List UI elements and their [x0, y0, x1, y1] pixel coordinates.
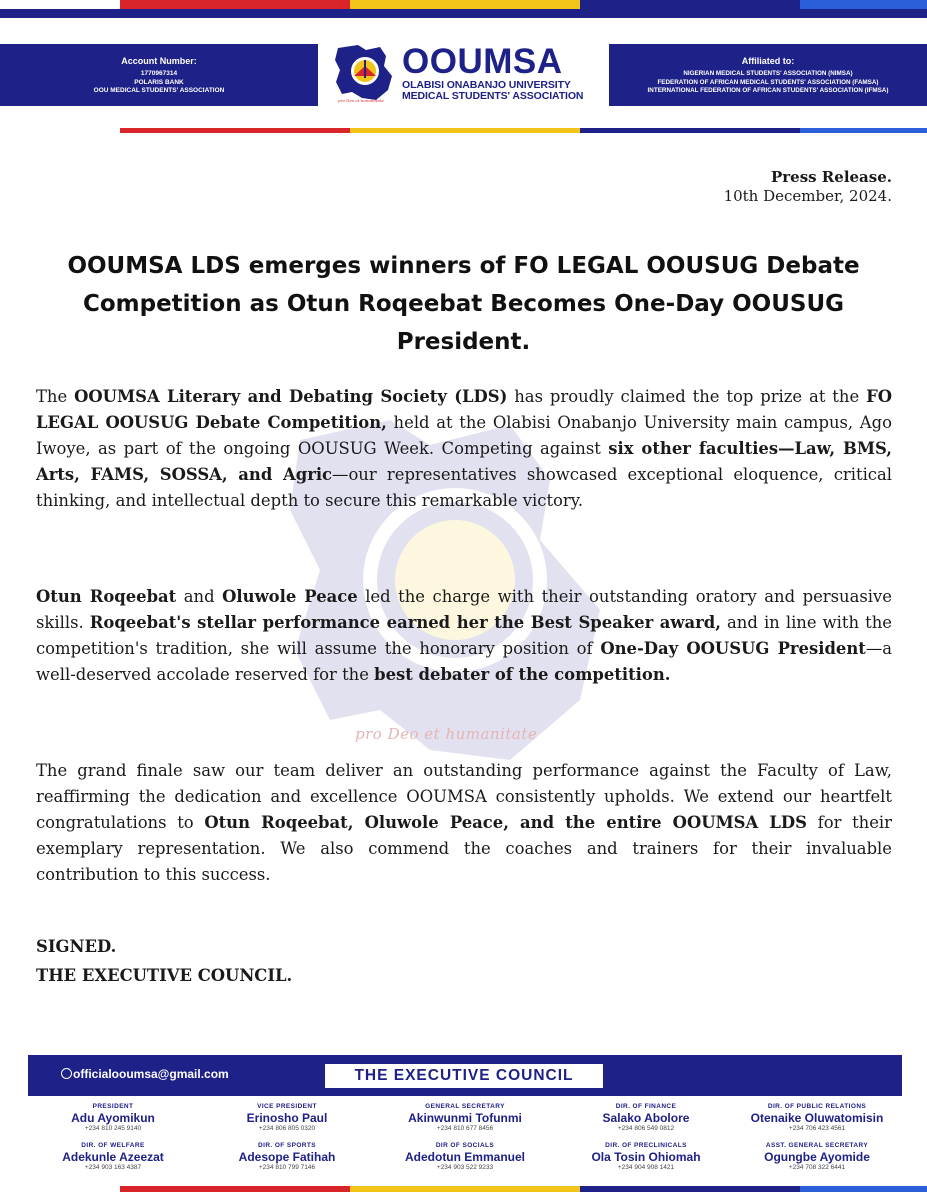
paragraph-2: Otun Roqeebat and Oluwole Peace led the charge with their outstanding oratory and persuasive skills. Roqeebat's stellar performance earned her the Best Speaker award, and in line with the competition's tradition, she will assume the honorary position of One-Day OOUSUG President—a well-deserved accolade reserved for the best debater of the competition.: [36, 587, 892, 684]
account-number: 1770967314: [140, 70, 178, 77]
signatory: THE EXECUTIVE COUNCIL.: [36, 966, 293, 985]
headline: OOUMSA LDS emerges winners of FO LEGAL OOUSUG Debate Competition as Otun Roqeebat Becomes One-Day OOUSUG President.: [67, 253, 860, 355]
paragraph-3: The grand finale saw our team deliver an outstanding performance against the Faculty of Law, reaffirming the dedication and excellence OOUMSA consistently upholds. We extend our heartfelt congratulations to Otun Roqeebat, Oluwole Peace, and the entire OOUMSA LDS for their exemplary representation. We also commend the coaches and trainers for their invaluable contribution to this success.: [36, 761, 892, 884]
executive-member: DIR. OF SPORTS Adesope Fatihah +234 810 799 7146: [238, 1142, 336, 1171]
bank-name: POLARIS BANK: [134, 78, 184, 86]
account-info-panel: [0, 44, 318, 106]
account-name: OOU MEDICAL STUDENTS' ASSOCIATION: [93, 87, 225, 94]
email-icon: [61, 1068, 72, 1079]
executive-member: VICE PRESIDENT Erinosho Paul +234 806 805 0320: [246, 1103, 328, 1132]
watermark-motto: pro Deo et humanitate: [355, 725, 538, 743]
affiliation-nimsa: NIGERIAN MEDICAL STUDENTS' ASSOCIATION (NIMSA): [683, 70, 853, 77]
brand-name: OOUMSA: [402, 42, 563, 81]
account-number-label: Account Number:: [121, 56, 197, 66]
affiliation-ifmsa: INTERNATIONAL FEDERATION OF AFRICAN STUDENTS' ASSOCIATION (IFMSA): [647, 87, 889, 94]
executive-member: PRESIDENT Adu Ayomikun +234 810 245 9140: [71, 1103, 155, 1132]
letterhead: [0, 40, 927, 110]
header-bottom-stripe: [0, 128, 927, 133]
executive-member: DIR. OF PRECLINICALS Ola Tosin Ohiomah +234 904 908 1421: [591, 1142, 701, 1171]
brand-association: MEDICAL STUDENTS' ASSOCIATION: [402, 90, 584, 102]
affiliated-label: Affiliated to:: [741, 56, 795, 66]
executive-member: DIR. OF WELFARE Adekunle Azeezat +234 903 163 4387: [62, 1142, 164, 1171]
brand-university: OLABISI ONABANJO UNIVERSITY: [402, 79, 571, 91]
press-release-meta: [724, 168, 892, 206]
executive-council-title: THE EXECUTIVE COUNCIL: [325, 1064, 603, 1088]
top-color-stripe: [0, 0, 927, 9]
release-date: 10th December, 2024.: [723, 187, 892, 205]
top-color-stripe-2: [0, 9, 927, 18]
affiliations-panel: [609, 44, 927, 106]
brand-block: [402, 44, 583, 102]
executive-member: DIR OF SOCIALS Adedotun Emmanuel +234 903 522 9233: [404, 1142, 525, 1171]
executive-member: DIR. OF FINANCE Salako Abolore +234 806 549 0812: [602, 1103, 690, 1132]
paragraph-1: The OOUMSA Literary and Debating Society (LDS) has proudly claimed the top prize at the FO LEGAL OOUSUG Debate Competition, held at the Olabisi Onabanjo University main campus, Ago Iwoye, as part of the ongoing OOUSUG Week. Competing against six other faculties—Law, BMS, Arts, FAMS, SOSSA, and Agric—our representatives showcased exceptional eloquence, critical thinking, and intellectual depth to secure this remarkable victory.: [36, 387, 893, 510]
footer-bar: [28, 1055, 902, 1096]
affiliation-famsa: FEDERATION OF AFRICAN MEDICAL STUDENTS' ASSOCIATION (FAMSA): [657, 78, 879, 86]
press-release-label: Press Release.: [770, 168, 892, 186]
executive-member: DIR. OF PUBLIC RELATIONS Otenaike Oluwatomisin +234 706 423 4561: [750, 1103, 884, 1132]
email-address[interactable]: officialooumsa@gmail.com: [73, 1067, 229, 1081]
bottom-color-stripe: [0, 1186, 927, 1192]
svg-text:pro Deo et humanitate: pro Deo et humanitate: [338, 98, 384, 103]
ogun-map-emblem-icon: [332, 42, 400, 104]
signature-block: [36, 932, 292, 990]
executive-member: GENERAL SECRETARY Akinwunmi Tofunmi +234 810 677 8456: [408, 1103, 522, 1132]
executive-member: ASST. GENERAL SECRETARY Ogungbe Ayomide +234 708 322 6441: [764, 1142, 870, 1171]
contact-email[interactable]: [61, 1067, 229, 1081]
signed-label: SIGNED.: [36, 937, 117, 956]
ooumsa-logo: [332, 42, 597, 110]
